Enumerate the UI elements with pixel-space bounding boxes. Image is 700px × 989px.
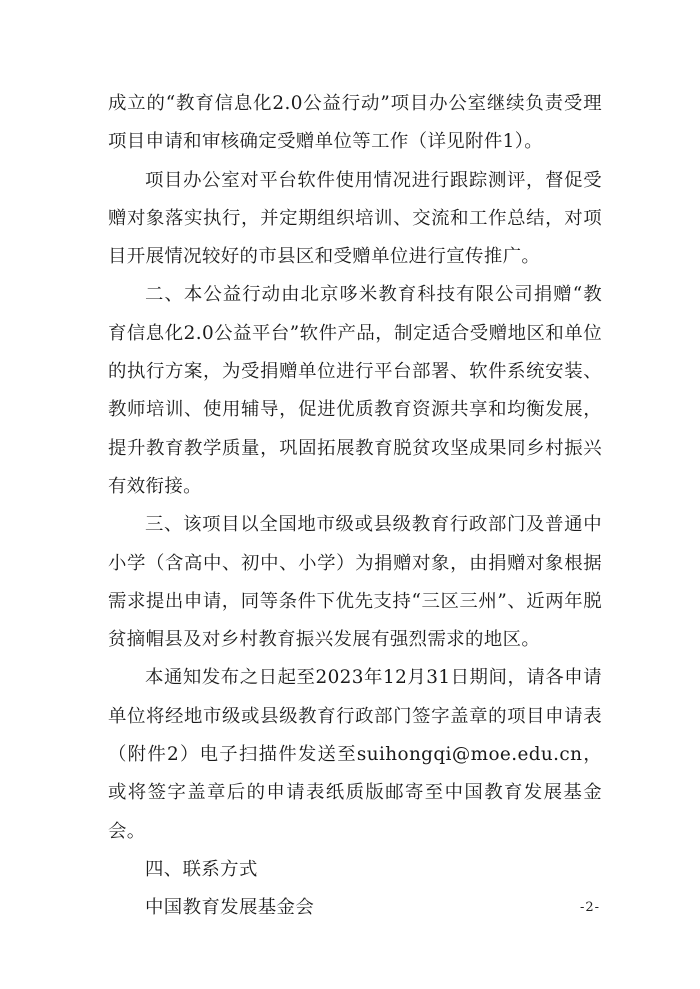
- page-number: -2-: [579, 900, 600, 915]
- paragraph-continuation: 成立的“教育信息化2.0公益行动”项目办公室继续负责受理项目申请和审核确定受赠单位等工作（详见附件1）。: [108, 93, 602, 153]
- paragraph-section-three: 三、该项目以全国地市级或县级教育行政部门及普通中小学（含高中、初中、小学）为捐赠对象，由捐赠对象根据需求提出申请，同等条件下优先支持“三区三州”、近两年脱贫摘帽县及对乡村教育振兴发展有强烈需求的地区。: [108, 514, 602, 651]
- contact-organization: 中国教育发展基金会: [145, 897, 315, 919]
- paragraph-application-deadline: 本通知发布之日起至2023年12月31日期间，请各申请单位将经地市级或县级教育行政部门签字盖章的项目申请表（附件2）电子扫描件发送至suihongqi@moe.edu.cn，或将签字盖章后的申请表纸质版邮寄至中国教育发展基金会。: [108, 667, 602, 842]
- document-body: [108, 85, 602, 928]
- paragraph-tracking: 项目办公室对平台软件使用情况进行跟踪测评，督促受赠对象落实执行，并定期组织培训、交流和工作总结，对项目开展情况较好的市县区和受赠单位进行宣传推广。: [108, 169, 602, 268]
- paragraph-section-two: 二、本公益行动由北京哆米教育科技有限公司捐赠“教育信息化2.0公益平台”软件产品，制定适合受赠地区和单位的执行方案，为受捐赠单位进行平台部署、软件系统安装、教师培训、使用辅导，促进优质教育资源共享和均衡发展，提升教育教学质量，巩固拓展教育脱贫攻坚成果同乡村振兴有效衔接。: [108, 284, 602, 497]
- heading-contact: 四、联系方式: [145, 858, 258, 880]
